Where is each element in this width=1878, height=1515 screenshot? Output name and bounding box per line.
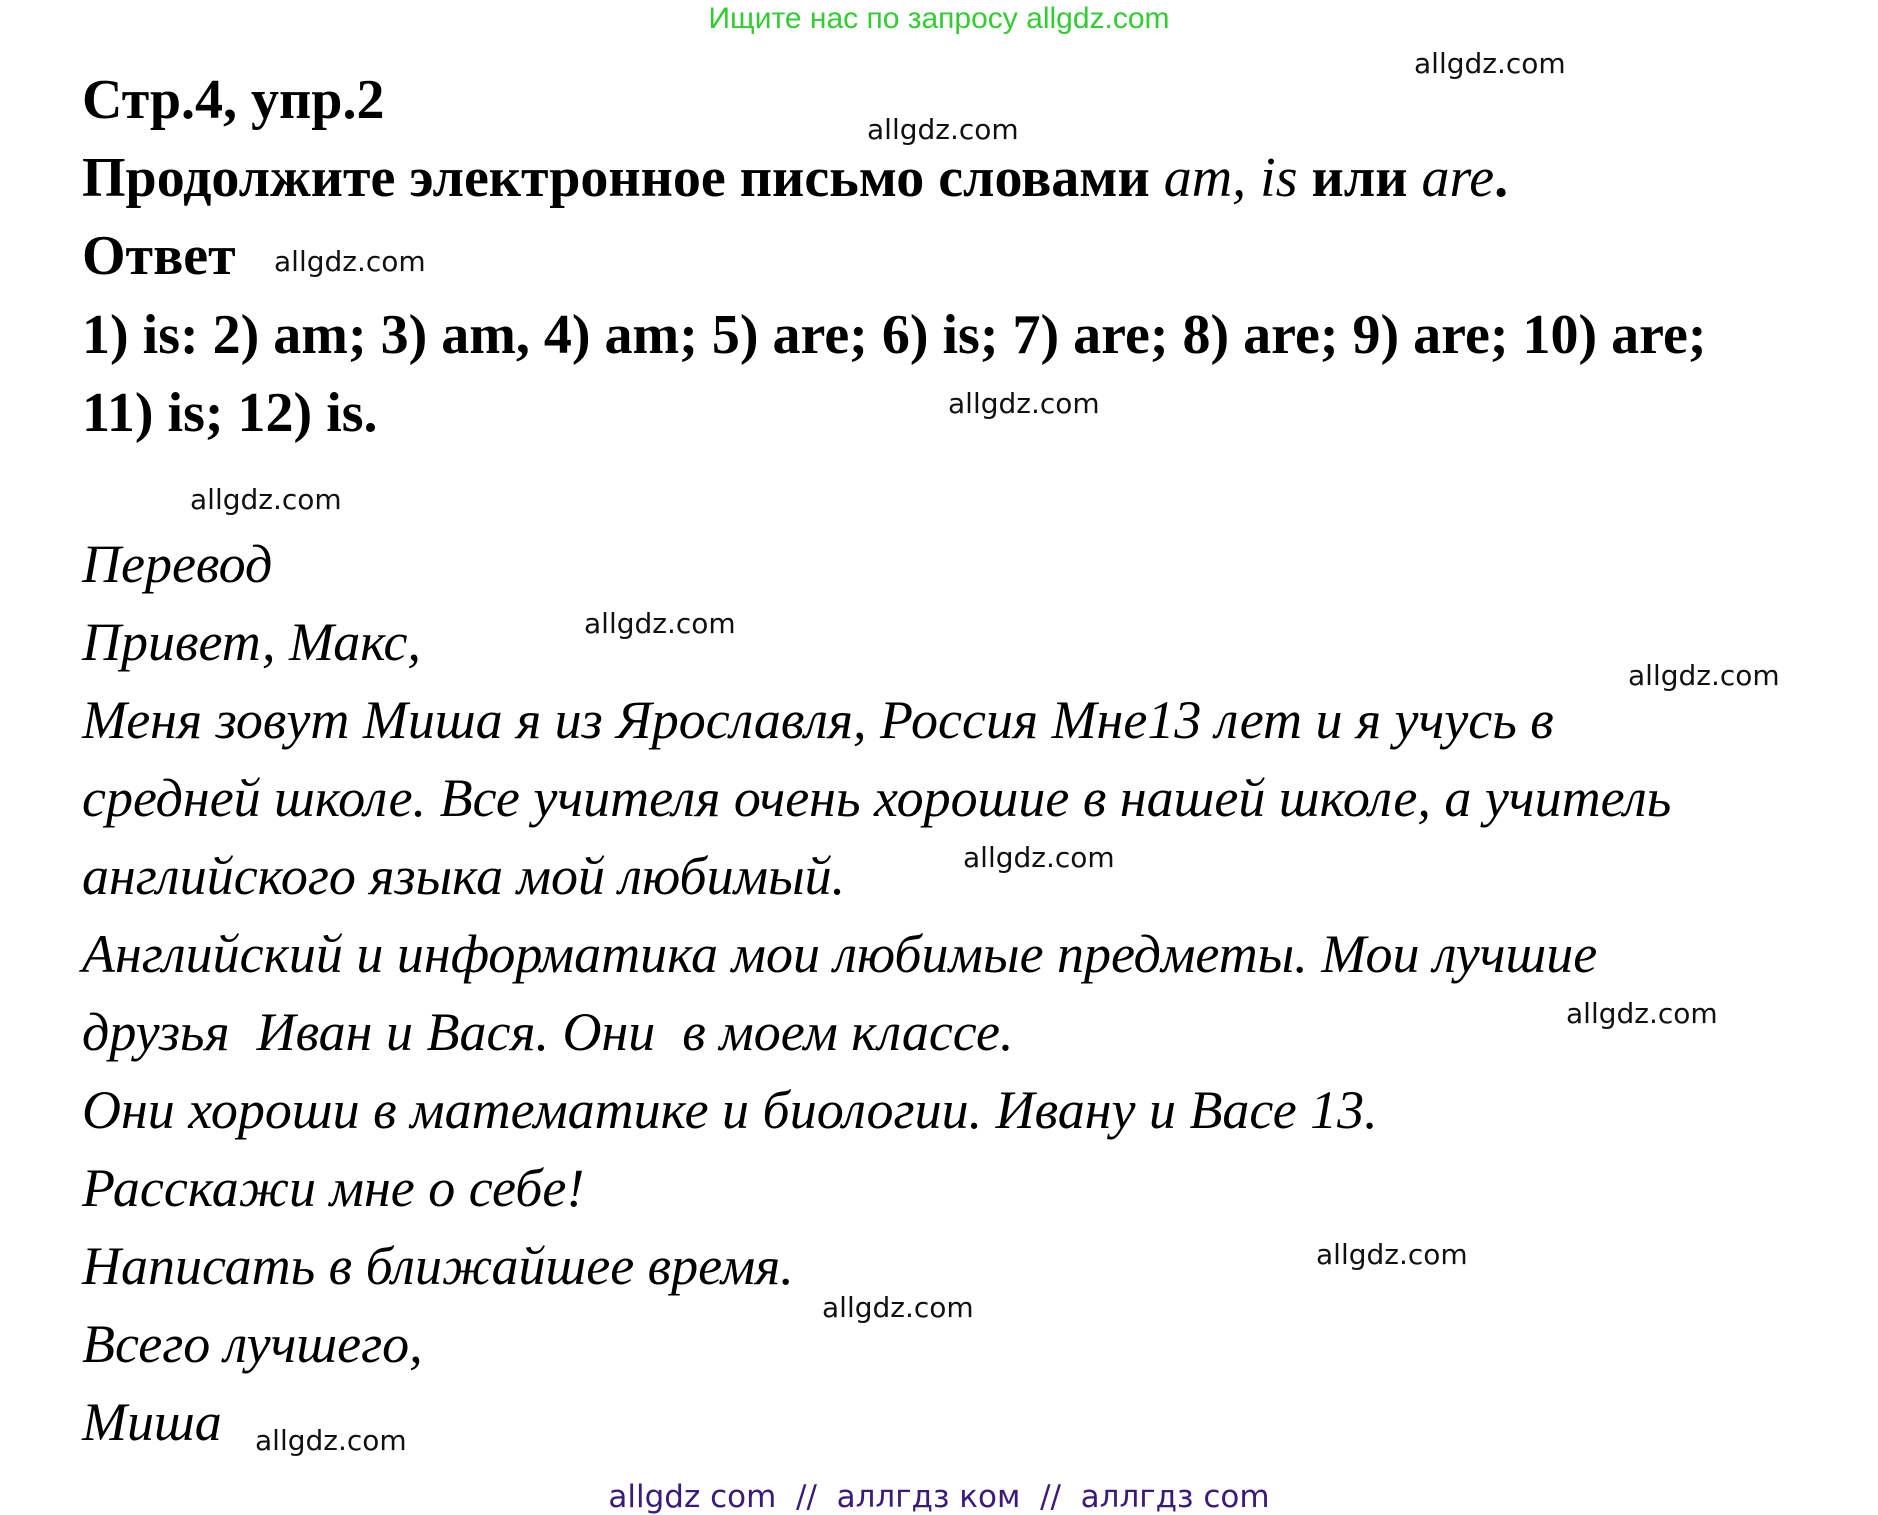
task-prefix: Продолжите электронное письмо словами: [82, 147, 1164, 209]
translation-line: Расскажи мне о себе!: [82, 1158, 585, 1218]
watermark: allgdz.com: [584, 607, 736, 640]
answers-line-2: 11) is; 12) is.: [82, 382, 378, 444]
watermark: allgdz.com: [255, 1424, 407, 1457]
watermark: allgdz.com: [822, 1291, 974, 1324]
watermark: allgdz.com: [1414, 47, 1566, 80]
translation-line: Английский и информатика мои любимые предметы. Мои лучшие: [82, 924, 1598, 984]
translation-line: средней школе. Все учителя очень хорошие в нашей школе, а учитель: [82, 768, 1672, 828]
watermark: allgdz.com: [867, 113, 1019, 146]
watermark: allgdz.com: [963, 841, 1115, 874]
watermark: allgdz.com: [1566, 997, 1718, 1030]
translation-line: Написать в ближайшее время.: [82, 1236, 794, 1296]
watermark: allgdz.com: [948, 387, 1100, 420]
translation-signature: Миша: [82, 1392, 222, 1452]
page-title: Стр.4, упр.2: [82, 69, 385, 131]
translation-line: английского языка мой любимый.: [82, 846, 846, 906]
answer-label: Ответ: [82, 225, 236, 287]
translation-line: друзья Иван и Вася. Они в моем классе.: [82, 1002, 1014, 1062]
promo-banner[interactable]: Ищите нас по запросу allgdz.com: [708, 2, 1170, 35]
watermark: allgdz.com: [274, 245, 426, 278]
task-word-am: am,: [1163, 147, 1247, 209]
task-word-is: is: [1260, 147, 1298, 209]
watermark: allgdz.com: [1628, 659, 1780, 692]
translation-line: Всего лучшего,: [82, 1314, 423, 1374]
task-or: или: [1297, 147, 1422, 209]
watermark: allgdz.com: [1316, 1238, 1468, 1271]
task-word-are: are: [1421, 147, 1495, 209]
translation-line: Они хороши в математике и биологии. Ивану и Васе 13.: [82, 1080, 1378, 1140]
footer-links[interactable]: allgdz com // аллгдз ком // аллгдз com: [608, 1479, 1270, 1515]
task-end: .: [1494, 147, 1509, 209]
translation-line: Меня зовут Миша я из Ярославля, Россия Мне13 лет и я учусь в: [82, 690, 1554, 750]
translation-line: Привет, Макс,: [82, 612, 421, 672]
watermark: allgdz.com: [190, 483, 342, 516]
answers-line-1: 1) is: 2) am; 3) am, 4) am; 5) are; 6) is; 7) are; 8) are; 9) are; 10) are;: [82, 304, 1707, 366]
translation-label: Перевод: [82, 534, 273, 594]
task-text: [82, 147, 1509, 209]
